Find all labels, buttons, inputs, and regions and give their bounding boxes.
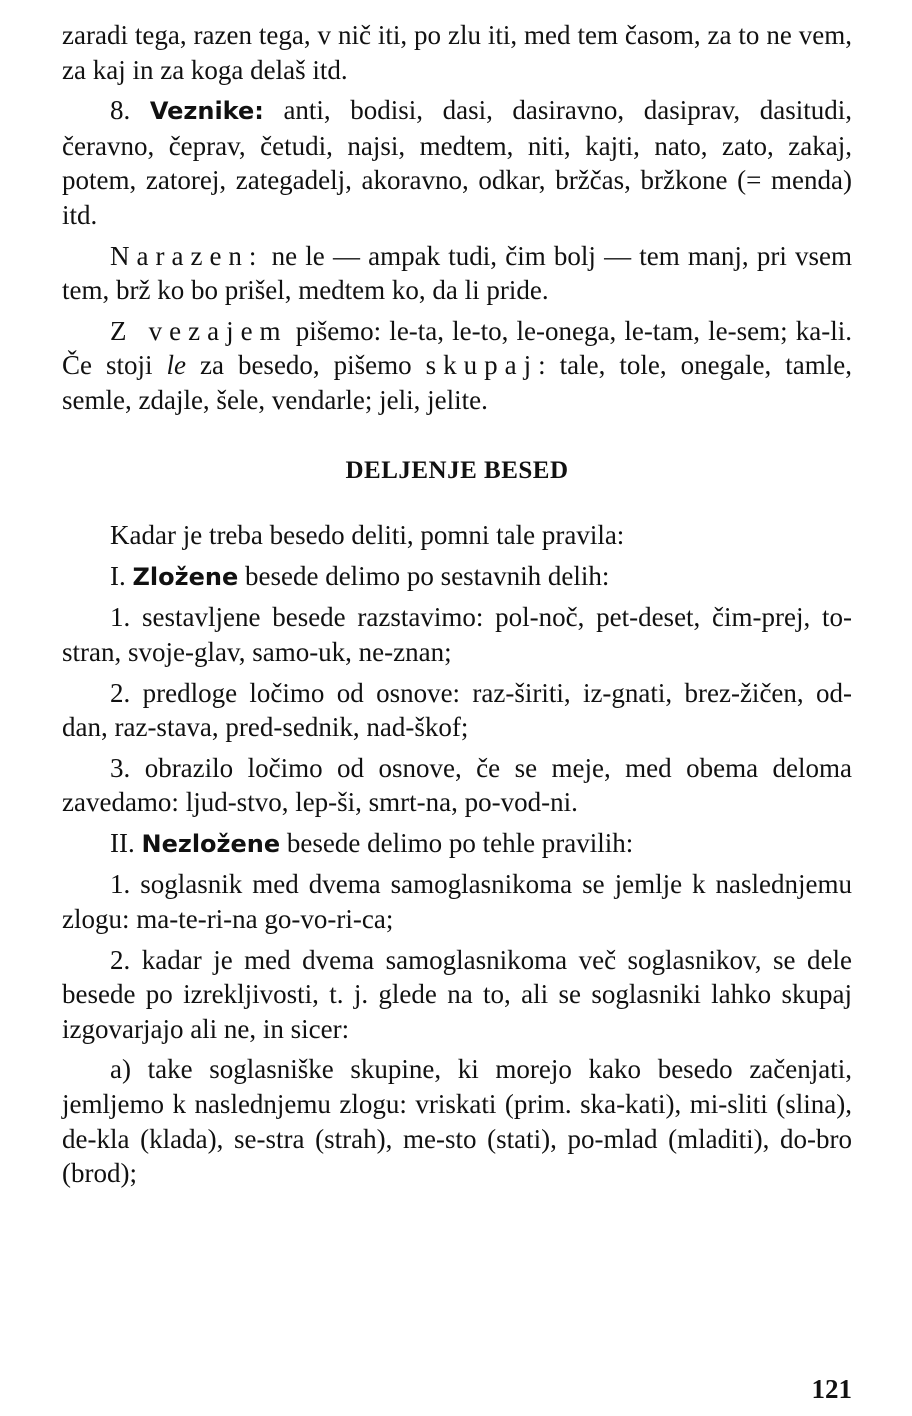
hyphen-text-2: za besedo, pišemo bbox=[186, 350, 426, 381]
term-zlozene: Zložene bbox=[132, 562, 239, 591]
rule-compound-3: 3. obrazilo ločimo od osnove, če se meje, med obema deloma zavedamo: ljud-stvo, lep-ši, smrt-na, po-vod-ni. bbox=[62, 752, 852, 818]
term-veznike: Veznike: bbox=[149, 97, 264, 126]
noncompound-text: besede delimo po tehle pravilih: bbox=[280, 827, 634, 858]
section-heading: DELJENJE BESED bbox=[345, 456, 569, 484]
compound-text: besede delimo po sestavnih delih: bbox=[238, 560, 610, 591]
rule-compound-2: 2. predloge ločimo od osnove: raz-širiti, iz-gnati, brez-žičen, od-dan, raz-stava, pred-sednik, nad-škof; bbox=[62, 677, 852, 743]
hyphen-text-3: : tale, tole, onegale, tamle, semle, zdajle, šele, vendarle; jeli, jelite. bbox=[62, 350, 853, 415]
paragraph-narazen bbox=[62, 239, 852, 308]
narazen-text: ne le — ampak tudi, čim bolj — tem manj, pri vsem tem, brž ko bo prišel, medtem ko, da li pride. bbox=[62, 240, 852, 306]
term-z-vezajem: Z vezajem bbox=[110, 315, 288, 346]
page-number: 121 bbox=[811, 1374, 852, 1404]
rule-noncompound-1: 1. soglasnik med dvema samoglasnikoma se jemlje k naslednjemu zlogu: ma-te-ri-na go-vo-ri-ca; bbox=[62, 869, 852, 935]
term-skupaj: skupaj bbox=[425, 350, 539, 381]
page-body bbox=[62, 18, 852, 1191]
item-number: I. bbox=[110, 560, 133, 591]
paragraph-hyphen bbox=[62, 314, 852, 418]
hyphen-text-1: pišemo: le-ta, le-to, le-onega, le-tam, le-sem; ka-li. Če stoji bbox=[62, 315, 852, 381]
term-nezlozene: Nezložene bbox=[141, 829, 281, 858]
item-number: II. bbox=[110, 827, 142, 858]
rule-noncompound-2a: a) take soglasniške skupine, ki morejo kako besedo začenjati, jemljemo k naslednjemu zlogu: vriskati (prim. ska-kati), mi-sliti (slina), de-kla (klada), se-stra (strah), me-sto (stati), po-mlad (mladiti), do-bro (brod); bbox=[62, 1054, 852, 1189]
rule-compound-1: 1. sestavljene besede razstavimo: pol-noč, pet-deset, čim-prej, to-stran, svoje-glav, samo-uk, ne-znan; bbox=[62, 602, 852, 667]
paragraph-intro: Kadar je treba besedo deliti, pomni tale pravila: bbox=[110, 520, 625, 551]
paragraph-continuation: zaradi tega, razen tega, v nič iti, po zlu iti, med tem časom, za to ne vem, za kaj in za koga delaš itd. bbox=[62, 20, 852, 85]
paragraph-noncompound bbox=[62, 826, 852, 862]
paragraph-compound bbox=[62, 559, 852, 595]
rule-noncompound-2: 2. kadar je med dvema samoglasnikoma več soglasnikov, se dele besede po izrekljivosti, t. j. glede na to, ali se soglasniki lahko skupaj izgovarjajo ali ne, in sicer: bbox=[62, 944, 852, 1044]
italic-le: le bbox=[166, 350, 186, 381]
item-number: 8. bbox=[110, 95, 150, 126]
term-narazen: Narazen: bbox=[110, 240, 264, 271]
paragraph-conjunctions bbox=[62, 93, 852, 232]
conjunctions-list: anti, bodisi, dasi, dasiravno, dasiprav, dasitudi, čeravno, čeprav, četudi, najsi, medtem, niti, kajti, nato, zato, zakaj, potem, zatorej, zategadelj, akoravno, odkar, bržčas, bržkone (= menda) itd. bbox=[62, 95, 853, 230]
